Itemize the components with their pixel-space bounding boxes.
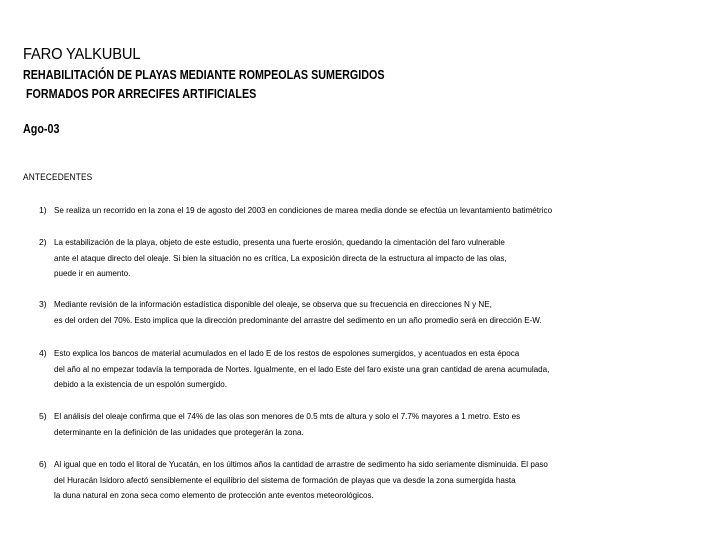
list-item-1 xyxy=(39,203,585,219)
document-subtitle-line-2: FORMADOS POR ARRECIFES ARTIFICIALES xyxy=(23,87,257,101)
list-item-3 xyxy=(39,297,574,328)
list-item-number: 5) xyxy=(39,411,47,421)
list-item-text-line: La estabilización de la playa, objeto de este estudio, presenta una fuerte erosión, quedando la cimentación del faro vulnerable xyxy=(54,237,505,247)
list-item-text-line: debido a la existencia de un espolón sumergido. xyxy=(54,379,227,389)
list-item-text-line: del año al no empezar todavía la temporada de Nortes. Igualmente, en el lado Este del faro existe una gran cantidad de arena acumulada, xyxy=(54,363,550,374)
list-item-text-line: del Huracán Isidoro afectó sensiblemente el equilibrio del sistema de formación de playas que va desde la zona sumergida hasta xyxy=(54,474,516,485)
list-item-4 xyxy=(39,346,582,393)
list-item-text-line: El análisis del oleaje confirma que el 74% de las olas son menores de 0.5 mts de altura y solo el 7.7% mayores a 1 metro. Esto es xyxy=(54,411,521,421)
list-item-text-line: ante el ataque directo del oleaje. Si bien la situación no es crítica, La exposición directa de la estructura al impacto de las olas, xyxy=(54,252,507,263)
list-item-number: 2) xyxy=(39,237,47,247)
list-item-text-line: la duna natural en zona seca como elemento de protección ante eventos meteorológicos. xyxy=(54,490,374,500)
list-item-number: 6) xyxy=(39,459,47,469)
list-item-text-line: Esto explica los bancos de material acumulados en el lado E de los restos de espolones sumergidos, y acentuados en esta época xyxy=(54,348,520,358)
section-heading: ANTECEDENTES xyxy=(23,172,93,182)
document-title: FARO YALKUBUL xyxy=(23,46,141,63)
list-item-2 xyxy=(39,235,537,282)
list-item-text-line: Mediante revisión de la información estadística disponible del oleaje, se observa que su frecuencia en direcciones N y NE, xyxy=(54,299,492,309)
list-item-text-line: puede ir en aumento. xyxy=(54,268,131,278)
list-item-text-line: Al igual que en todo el litoral de Yucatán, en los últimos años la cantidad de arrastre de sedimento ha sido seriamente disminuida. El paso xyxy=(54,459,548,469)
list-item-5 xyxy=(39,409,551,440)
document-date: Ago-03 xyxy=(23,122,60,136)
list-item-text-line: determinante en la definición de las unidades que protegerán la zona. xyxy=(54,426,304,437)
list-item-text-line: Se realiza un recorrido en la zona el 19 de agosto del 2003 en condiciones de marea media donde se efectúa un levantamiento batimétrico xyxy=(54,205,553,215)
list-item-number: 1) xyxy=(39,205,47,215)
list-item-6 xyxy=(39,457,580,504)
list-item-number: 3) xyxy=(39,299,47,309)
document-subtitle-line-1: REHABILITACIÓN DE PLAYAS MEDIANTE ROMPEOLAS SUMERGIDOS xyxy=(23,68,385,82)
list-item-text-line: es del orden del 70%. Esto implica que la dirección predominante del arrastre del sedimento en un año promedio será en dirección E-W. xyxy=(54,314,542,325)
list-item-number: 4) xyxy=(39,348,47,358)
